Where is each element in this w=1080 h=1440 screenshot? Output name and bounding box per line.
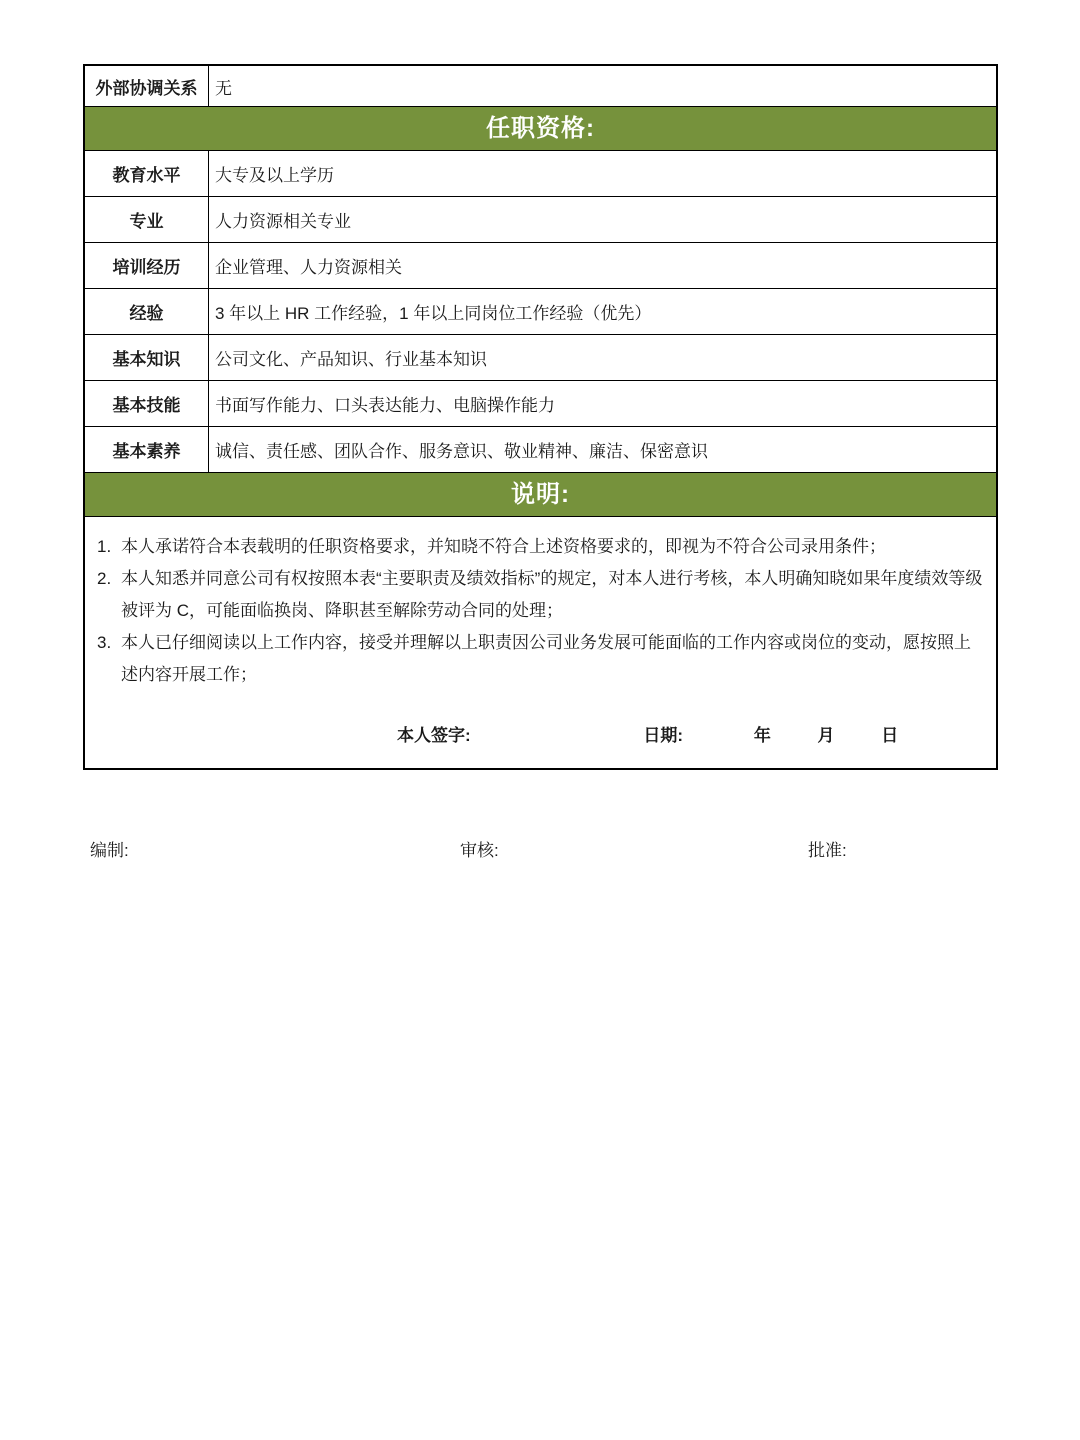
approval-footer <box>83 836 998 860</box>
prepared-by-label: 编制: <box>90 841 129 860</box>
note-item-1 <box>91 531 986 563</box>
note-text: 本人已仔细阅读以上工作内容，接受并理解以上职责因公司业务发展可能面临的工作内容或岗位的变动，愿按照上述内容开展工作； <box>121 633 971 684</box>
row-label-education: 教育水平 <box>85 151 209 196</box>
row-value-education: 大专及以上学历 <box>215 166 334 185</box>
reviewed-by-label: 审核: <box>460 841 499 860</box>
row-value-external-relations: 无 <box>215 78 232 98</box>
note-item-3 <box>91 627 986 691</box>
row-value-major: 人力资源相关专业 <box>215 212 351 231</box>
table-row-experience <box>85 288 996 334</box>
row-value-basic-knowledge: 公司文化、产品知识、行业基本知识 <box>215 350 487 369</box>
note-number: 1. <box>97 537 112 556</box>
signature-label: 本人签字: <box>397 726 471 745</box>
table-row-education <box>85 150 996 196</box>
note-item-2 <box>91 563 986 627</box>
section-header-qualifications: 任职资格: <box>85 106 996 150</box>
month-label: 月 <box>817 726 835 745</box>
row-value-training: 企业管理、人力资源相关 <box>215 258 402 277</box>
row-label-basic-skills: 基本技能 <box>85 381 209 426</box>
day-label: 日 <box>881 726 899 745</box>
row-label-basic-knowledge: 基本知识 <box>85 335 209 380</box>
notes-cell <box>85 516 996 768</box>
job-description-table <box>83 64 998 770</box>
signature-line <box>91 721 986 746</box>
table-row-basic-skills <box>85 380 996 426</box>
year-label: 年 <box>753 726 771 745</box>
row-label-major: 专业 <box>85 197 209 242</box>
table-row-basic-qualities <box>85 426 996 472</box>
note-text: 本人知悉并同意公司有权按照本表“主要职责及绩效指标”的规定，对本人进行考核，本人明确知晓如果年度绩效等级被评为 C，可能面临换岗、降职甚至解除劳动合同的处理； <box>121 569 983 620</box>
note-number: 2. <box>97 569 112 588</box>
date-label: 日期: <box>643 726 684 745</box>
row-label-training: 培训经历 <box>85 243 209 288</box>
note-number: 3. <box>97 633 112 652</box>
row-label-basic-qualities: 基本素养 <box>85 427 209 472</box>
table-row-training <box>85 242 996 288</box>
table-row-major <box>85 196 996 242</box>
table-row-external-relations <box>85 66 996 106</box>
row-value-basic-skills: 书面写作能力、口头表达能力、电脑操作能力 <box>215 396 555 415</box>
note-text: 本人承诺符合本表载明的任职资格要求，并知晓不符合上述资格要求的，即视为不符合公司录用条件； <box>121 537 886 556</box>
section-header-notes: 说明: <box>85 472 996 516</box>
table-row-basic-knowledge <box>85 334 996 380</box>
row-label-experience: 经验 <box>85 289 209 334</box>
approved-by-label: 批准: <box>808 841 847 860</box>
row-label-external-relations: 外部协调关系 <box>85 66 209 106</box>
row-value-basic-qualities: 诚信、责任感、团队合作、服务意识、敬业精神、廉洁、保密意识 <box>215 442 708 461</box>
row-value-experience: 3 年以上 HR 工作经验，1 年以上同岗位工作经验（优先） <box>215 304 652 323</box>
